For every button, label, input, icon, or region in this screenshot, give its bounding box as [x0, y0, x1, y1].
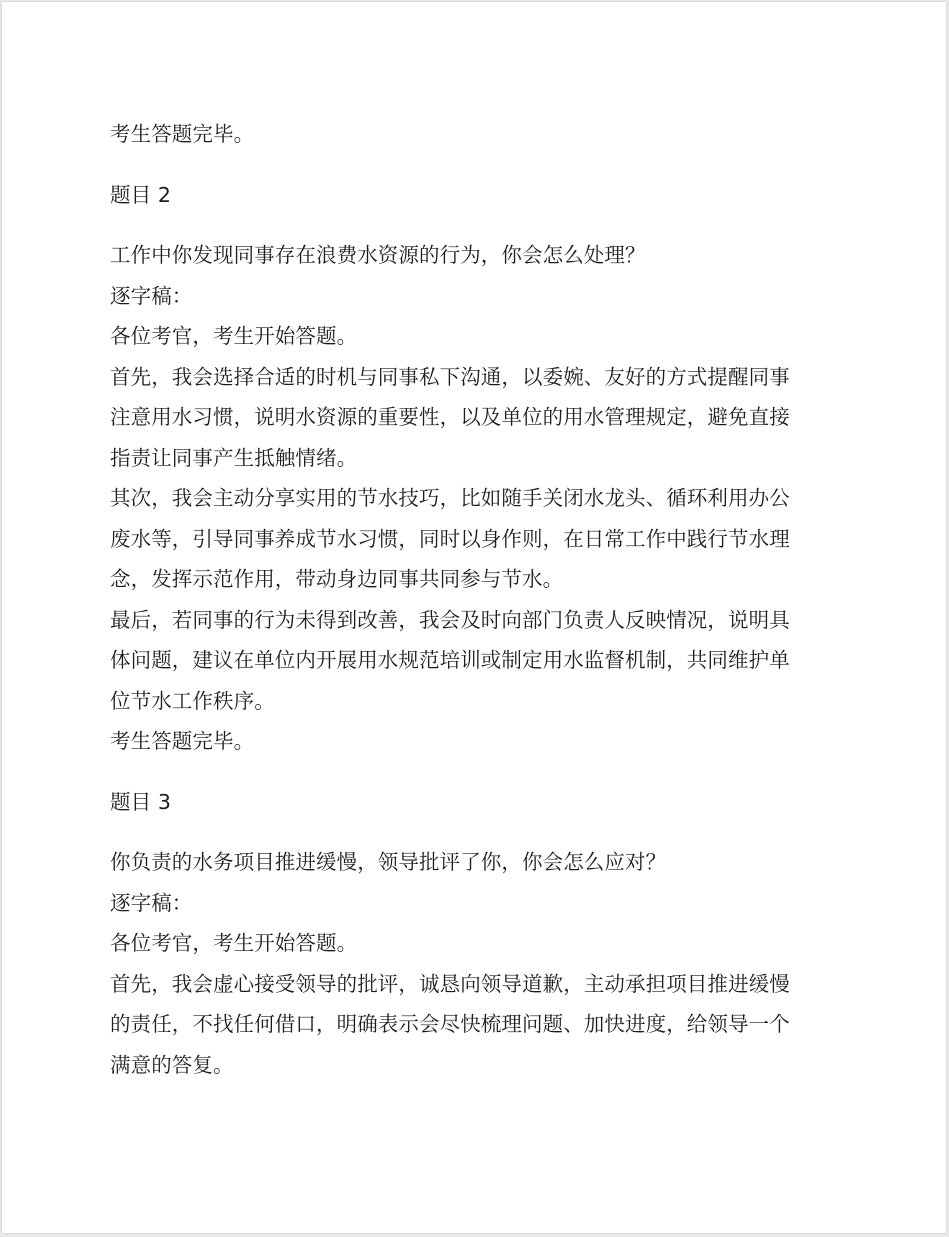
document-body	[110, 114, 840, 1085]
paragraph-line: 的责任，不找任何借口，明确表示会尽快梳理问题、加快进度，给领导一个	[110, 1012, 790, 1036]
paragraph-line: 最后，若同事的行为未得到改善，我会及时向部门负责人反映情况，说明具	[110, 607, 790, 632]
paragraph-line: 注意用水习惯，说明水资源的重要性，以及单位的用水管理规定，避免直接	[110, 405, 790, 429]
question-3-opening: 各位考官，考生开始答题。	[110, 931, 358, 955]
question-3-heading: 题目 3	[110, 789, 171, 814]
q1-closing-text: 考生答题完毕。	[110, 122, 255, 146]
question-2-opening: 各位考官，考生开始答题。	[110, 324, 358, 348]
paragraph-line: 废水等，引导同事养成节水习惯，同时以身作则，在日常工作中践行节水理	[110, 526, 790, 551]
question-2-prompt: 工作中你发现同事存在浪费水资源的行为，你会怎么处理？	[110, 243, 646, 267]
paragraph-line: 指责让同事产生抵触情绪。	[110, 445, 358, 470]
paragraph-line: 首先，我会虚心接受领导的批评，诚恳向领导道歉，主动承担项目推进缓慢	[110, 971, 790, 996]
question-3-transcript-label: 逐字稿：	[110, 890, 193, 915]
question-2-closing: 考生答题完毕。	[110, 729, 255, 753]
paragraph-line: 位节水工作秩序。	[110, 688, 275, 713]
paragraph-line: 其次，我会主动分享实用的节水技巧，比如随手关闭水龙头、循环利用办公	[110, 486, 790, 510]
paragraph-line: 首先，我会选择合适的时机与同事私下沟通，以委婉、友好的方式提醒同事	[110, 364, 790, 389]
question-2-paragraph-1	[110, 357, 840, 479]
question-2-section	[110, 235, 840, 762]
question-2-paragraph-2	[110, 478, 840, 600]
question-3-section	[110, 842, 840, 1085]
question-3-paragraph-1	[110, 964, 840, 1086]
question-2-paragraph-3	[110, 600, 840, 722]
paragraph-line: 体问题，建议在单位内开展用水规范培训或制定用水监督机制，共同维护单	[110, 648, 790, 672]
paragraph-line: 满意的答复。	[110, 1052, 234, 1077]
paragraph-line: 念，发挥示范作用，带动身边同事共同参与节水。	[110, 567, 564, 591]
question-3-prompt: 你负责的水务项目推进缓慢，领导批评了你，你会怎么应对？	[110, 850, 667, 874]
question-2-transcript-label: 逐字稿：	[110, 283, 193, 308]
document-page	[2, 2, 946, 1233]
question-2-heading: 题目 2	[110, 182, 171, 207]
